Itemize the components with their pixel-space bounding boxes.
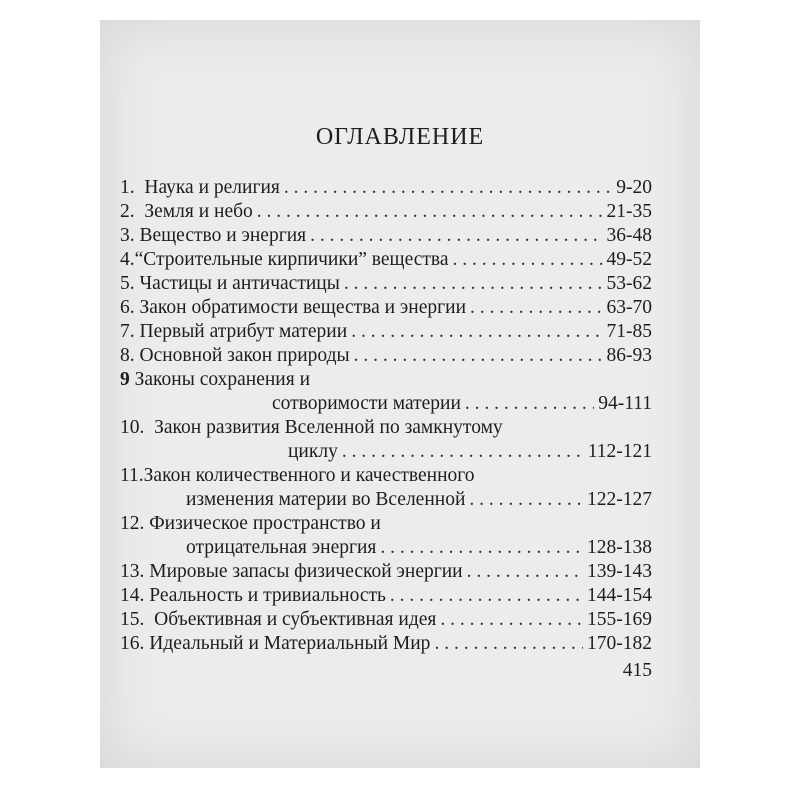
leader-dots <box>257 200 603 224</box>
leader-dots <box>342 440 584 464</box>
entry-title: Вещество и энергия <box>139 225 307 246</box>
leader-dots <box>465 392 594 416</box>
leader-dots <box>470 296 602 320</box>
entry-number: 2. <box>120 201 135 222</box>
leader-dots <box>380 536 583 560</box>
entry-number: 12. <box>120 513 145 534</box>
toc-entry-6 <box>120 296 652 320</box>
entry-pages: 112-121 <box>587 441 652 462</box>
entry-number: 15. <box>120 609 145 630</box>
toc-entry-5 <box>120 272 652 296</box>
entry-title: Закон развития Вселенной по замкнутому <box>154 417 503 438</box>
entry-pages: 122-127 <box>587 489 652 510</box>
toc-entry-10-continued <box>288 440 652 464</box>
leader-dots <box>344 272 603 296</box>
leader-dots <box>467 560 583 584</box>
entry-number: 9 <box>120 369 130 390</box>
entry-title: Основной закон природы <box>139 345 350 366</box>
toc-entry-9 <box>120 368 310 392</box>
entry-pages: 53-62 <box>606 273 652 294</box>
leader-dots <box>469 488 583 512</box>
entry-number: 3. <box>120 225 135 246</box>
toc-entry-10 <box>120 416 503 440</box>
entry-title: Реальность и тривиальность <box>149 585 386 606</box>
toc-entry-13 <box>120 560 652 584</box>
toc-entry-12-continued <box>186 536 652 560</box>
entry-pages: 144-154 <box>587 585 652 606</box>
toc-entry-4 <box>120 248 652 272</box>
page-title: ОГЛАВЛЕНИЕ <box>315 124 485 150</box>
entry-title: Идеальный и Материальный Мир <box>149 633 431 654</box>
entry-title: Земля и небо <box>144 201 253 222</box>
leader-dots <box>434 632 583 656</box>
entry-title: “Строительные кирпичики” вещества <box>134 249 449 270</box>
leader-dots <box>284 176 612 200</box>
toc-entry-16 <box>120 632 652 656</box>
leader-dots <box>440 608 583 632</box>
entry-number: 13. <box>120 561 145 582</box>
entry-title: Законы сохранения и <box>134 369 311 390</box>
entry-number: 11 <box>120 465 139 486</box>
entry-title: .Закон количественного и качественного <box>138 465 475 486</box>
leader-dots <box>351 320 602 344</box>
entry-title: Мировые запасы физической энергии <box>149 561 463 582</box>
entry-number: 8. <box>120 345 135 366</box>
entry-title: Наука и религия <box>144 177 280 198</box>
leader-dots <box>354 344 603 368</box>
entry-title: Физическое пространство и <box>149 513 381 534</box>
entry-number: 4. <box>120 249 135 270</box>
entry-pages: 36-48 <box>606 225 652 246</box>
entry-title: Закон обратимости вещества и энергии <box>139 297 467 318</box>
toc-entry-3 <box>120 224 652 248</box>
entry-number: 10. <box>120 417 145 438</box>
entry-pages: 94-111 <box>598 393 652 414</box>
entry-title-continued: изменения материи во Вселенной <box>186 489 466 510</box>
entry-pages: 86-93 <box>606 345 652 366</box>
entry-number: 14. <box>120 585 145 606</box>
entry-pages: 21-35 <box>606 201 652 222</box>
entry-pages: 170-182 <box>587 633 652 654</box>
toc-entry-12 <box>120 512 381 536</box>
entry-title: Первый атрибут материи <box>139 321 348 342</box>
leader-dots <box>453 248 603 272</box>
entry-title: Объективная и субъективная идея <box>154 609 437 630</box>
entry-title: Частицы и античастицы <box>139 273 340 294</box>
toc-entry-9-continued <box>272 392 652 416</box>
page-number: 415 <box>622 660 652 681</box>
entry-pages: 128-138 <box>587 537 652 558</box>
entry-pages: 63-70 <box>606 297 652 318</box>
toc-entry-7 <box>120 320 652 344</box>
entry-number: 7. <box>120 321 135 342</box>
entry-number: 5. <box>120 273 135 294</box>
entry-title-continued: сотворимости материи <box>272 393 461 414</box>
toc-entry-2 <box>120 200 652 224</box>
entry-title-continued: циклу <box>288 441 338 462</box>
leader-dots <box>310 224 602 248</box>
entry-pages: 9-20 <box>616 177 652 198</box>
toc-entry-1 <box>120 176 652 200</box>
toc-entry-15 <box>120 608 652 632</box>
entry-title-continued: отрицательная энергия <box>186 537 377 558</box>
entry-pages: 139-143 <box>587 561 652 582</box>
entry-pages: 155-169 <box>587 609 652 630</box>
entry-pages: 49-52 <box>606 249 652 270</box>
entry-pages: 71-85 <box>606 321 652 342</box>
toc-entry-14 <box>120 584 652 608</box>
toc-entry-8 <box>120 344 652 368</box>
leader-dots <box>390 584 583 608</box>
entry-number: 16. <box>120 633 145 654</box>
toc-entry-11-continued <box>186 488 652 512</box>
toc-entry-11 <box>120 464 475 488</box>
entry-number: 6. <box>120 297 135 318</box>
entry-number: 1. <box>120 177 135 198</box>
